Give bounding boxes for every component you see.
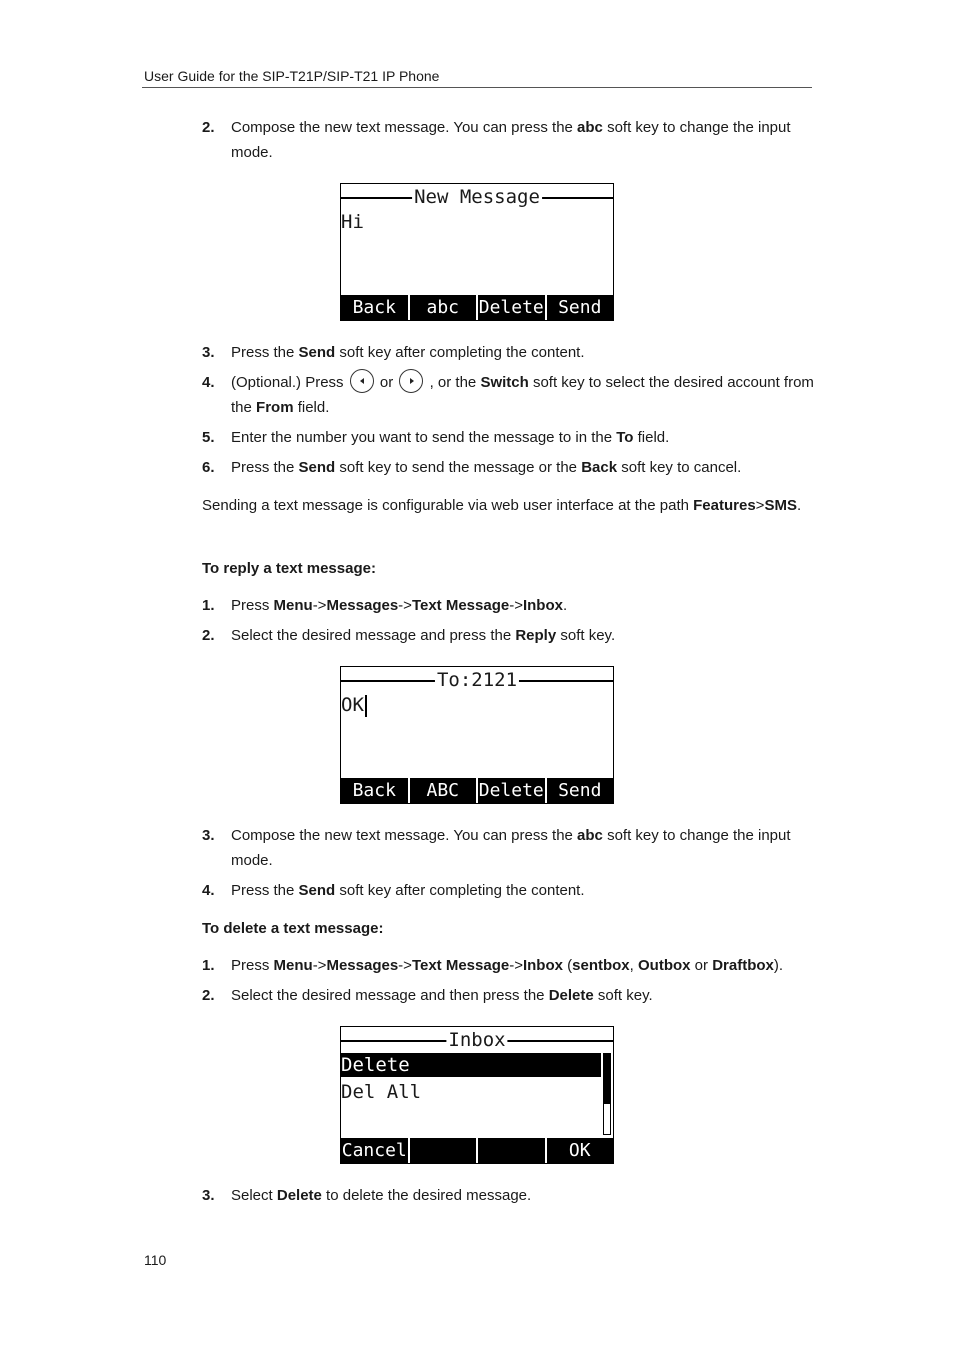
reply-step-compose bbox=[202, 823, 814, 873]
softkey-empty bbox=[408, 1138, 477, 1163]
step-text-part: ( bbox=[562, 957, 573, 974]
step-send-or-back bbox=[202, 455, 814, 480]
step-number: 3. bbox=[202, 827, 215, 844]
from-field-ref: From bbox=[256, 399, 294, 417]
inbox-ref: Inbox bbox=[522, 957, 563, 974]
step-text-part: soft key to select the desired account from the bbox=[231, 374, 814, 417]
step-text-part: soft key to change the input mode. bbox=[231, 119, 791, 161]
delete-step-menu bbox=[202, 953, 814, 978]
lcd-content bbox=[341, 693, 367, 717]
running-header: User Guide for the SIP-T21P/SIP-T21 IP Phone bbox=[144, 68, 440, 84]
menu-item-del-all[interactable]: Del All bbox=[341, 1081, 422, 1103]
send-key-ref: Send bbox=[298, 344, 336, 361]
step-text bbox=[231, 593, 814, 618]
lcd-inbox bbox=[340, 1026, 614, 1164]
step-send bbox=[202, 340, 814, 365]
step-text-part: soft key to cancel. bbox=[617, 459, 742, 476]
step-text-part: soft key to change the input mode. bbox=[231, 827, 791, 869]
lcd-softkeys bbox=[341, 1138, 613, 1163]
step-text-part: Select the desired message and press the bbox=[231, 627, 516, 644]
step-number: 3. bbox=[202, 1187, 215, 1204]
step-number: 6. bbox=[202, 459, 215, 476]
arrow-text: -> bbox=[398, 957, 412, 974]
page-number: 110 bbox=[144, 1252, 167, 1268]
step-text-part: Select the desired message and then press the bbox=[231, 987, 549, 1004]
step-text bbox=[231, 1183, 814, 1208]
step-number: 5. bbox=[202, 429, 215, 446]
delete-step-select bbox=[202, 983, 814, 1008]
text-message-ref: Text Message bbox=[411, 957, 510, 974]
lcd-title-row bbox=[341, 1029, 613, 1051]
abc-key-ref: abc bbox=[577, 119, 603, 136]
step-text bbox=[231, 623, 814, 648]
messages-ref: Messages bbox=[326, 957, 399, 974]
reply-step-menu bbox=[202, 593, 814, 618]
softkey-delete[interactable]: Delete bbox=[476, 778, 545, 803]
step-text-part: Compose the new text message. You can press the bbox=[231, 119, 578, 136]
lcd-content: Hi bbox=[341, 211, 364, 233]
lcd-title: Inbox bbox=[448, 1029, 506, 1051]
step-number: 1. bbox=[202, 957, 215, 974]
arrow-text: -> bbox=[509, 597, 523, 614]
step-text-part: ). bbox=[773, 957, 784, 974]
messages-ref: Messages bbox=[326, 597, 399, 614]
reply-key-ref: Reply bbox=[515, 627, 557, 644]
softkey-cancel[interactable]: Cancel bbox=[341, 1140, 407, 1161]
lcd-text: OK bbox=[341, 694, 364, 716]
lcd-title-row bbox=[341, 186, 613, 208]
softkey-abc[interactable]: ABC bbox=[408, 778, 477, 803]
send-key-ref: Send bbox=[298, 459, 336, 476]
softkey-send[interactable]: Send bbox=[545, 295, 614, 320]
draftbox-ref: Draftbox bbox=[712, 957, 774, 974]
step-optional-switch bbox=[202, 370, 814, 420]
step-text-part: (Optional.) Press bbox=[231, 374, 348, 391]
delete-key-ref: Delete bbox=[548, 987, 594, 1004]
abc-key-ref: abc bbox=[577, 827, 603, 844]
step-text-part: Press bbox=[231, 957, 274, 974]
step-text bbox=[231, 425, 814, 450]
step-text-part: or bbox=[375, 374, 398, 391]
step-text bbox=[231, 983, 814, 1008]
lcd-new-message bbox=[340, 183, 614, 321]
lcd-title: To:2121 bbox=[436, 669, 518, 691]
arrow-text: -> bbox=[312, 597, 327, 614]
inbox-ref: Inbox bbox=[522, 597, 563, 614]
arrow-text: -> bbox=[509, 957, 523, 974]
step-text-part: Press the bbox=[231, 882, 299, 899]
menu-ref: Menu bbox=[273, 597, 313, 614]
lcd-softkeys bbox=[341, 295, 613, 320]
step-number: 2. bbox=[202, 987, 215, 1004]
step-text-part: soft key. bbox=[593, 987, 653, 1004]
step-number: 2. bbox=[202, 119, 215, 136]
step-text-part: Select bbox=[231, 1187, 277, 1204]
softkey-back[interactable]: Back bbox=[352, 297, 396, 318]
send-key-ref: Send bbox=[298, 882, 336, 899]
nav-right-icon bbox=[399, 369, 423, 393]
softkey-delete[interactable]: Delete bbox=[476, 295, 545, 320]
lcd-softkeys bbox=[341, 778, 613, 803]
reply-step-send bbox=[202, 878, 814, 903]
back-key-ref: Back bbox=[581, 459, 618, 476]
lcd-title: New Message bbox=[414, 186, 540, 208]
step-number: 1. bbox=[202, 597, 215, 614]
step-text bbox=[231, 115, 814, 165]
step-number: 2. bbox=[202, 627, 215, 644]
step-text-part: , or the bbox=[425, 374, 481, 391]
arrow-text: -> bbox=[312, 957, 327, 974]
step-text bbox=[231, 455, 814, 480]
text-message-ref: Text Message bbox=[411, 597, 510, 614]
step-text-part: soft key after completing the content. bbox=[335, 882, 585, 899]
outbox-ref: Outbox bbox=[638, 957, 691, 974]
step-text-part: , bbox=[629, 957, 638, 974]
step-text-part: Press the bbox=[231, 344, 299, 361]
step-number: 4. bbox=[202, 882, 215, 899]
delete-heading: To delete a text message: bbox=[202, 920, 384, 937]
step-text bbox=[231, 953, 814, 978]
step-text bbox=[231, 370, 814, 420]
switch-key-ref: Switch bbox=[480, 374, 529, 391]
step-number: 4. bbox=[202, 374, 215, 391]
softkey-abc[interactable]: abc bbox=[408, 295, 477, 320]
arrow-text: -> bbox=[398, 597, 412, 614]
step-text-part: or bbox=[690, 957, 713, 974]
menu-item-delete-selected[interactable]: Delete bbox=[341, 1053, 601, 1077]
step-text-part: soft key. bbox=[556, 627, 616, 644]
softkey-back[interactable]: Back bbox=[352, 780, 396, 801]
lcd-title-row bbox=[341, 669, 613, 691]
step-compose bbox=[202, 115, 814, 165]
reply-heading: To reply a text message: bbox=[202, 560, 376, 577]
softkey-send[interactable]: Send bbox=[545, 778, 614, 803]
step-text-part: Press bbox=[231, 597, 274, 614]
step-text-part: field. bbox=[293, 399, 330, 417]
softkey-ok[interactable]: OK bbox=[545, 1138, 614, 1163]
scrollbar-thumb[interactable] bbox=[604, 1054, 610, 1104]
step-text-part: Press the bbox=[231, 459, 299, 476]
step-text-part: Compose the new text message. You can press the bbox=[231, 827, 578, 844]
step-text-part: soft key after completing the content. bbox=[335, 344, 585, 361]
menu-ref: Menu bbox=[273, 957, 313, 974]
step-text bbox=[231, 878, 814, 903]
delete-step-confirm bbox=[202, 1183, 814, 1208]
step-enter-number bbox=[202, 425, 814, 450]
scrollbar[interactable] bbox=[603, 1053, 611, 1135]
step-text-part: . bbox=[562, 597, 568, 614]
reply-step-select bbox=[202, 623, 814, 648]
nav-left-icon bbox=[350, 369, 374, 393]
step-text bbox=[231, 340, 814, 365]
sentbox-ref: sentbox bbox=[572, 957, 630, 974]
text-cursor bbox=[365, 695, 367, 717]
softkey-empty bbox=[476, 1138, 545, 1163]
config-note bbox=[202, 493, 802, 518]
path-separator: > bbox=[755, 497, 765, 514]
to-field-ref: To bbox=[616, 429, 634, 446]
header-divider bbox=[142, 87, 812, 88]
path-sms: SMS bbox=[764, 497, 797, 514]
note-text: Sending a text message is configurable via web user interface at the path bbox=[202, 497, 694, 514]
lcd-reply bbox=[340, 666, 614, 804]
step-text-part: Enter the number you want to send the message to in the bbox=[231, 429, 617, 446]
step-number: 3. bbox=[202, 344, 215, 361]
delete-option-ref: Delete bbox=[276, 1187, 322, 1204]
step-text-part: to delete the desired message. bbox=[321, 1187, 532, 1204]
path-features: Features bbox=[693, 497, 756, 514]
step-text-part: soft key to send the message or the bbox=[335, 459, 582, 476]
step-text-part: field. bbox=[633, 429, 670, 446]
note-text: . bbox=[796, 497, 802, 514]
step-text bbox=[231, 823, 814, 873]
